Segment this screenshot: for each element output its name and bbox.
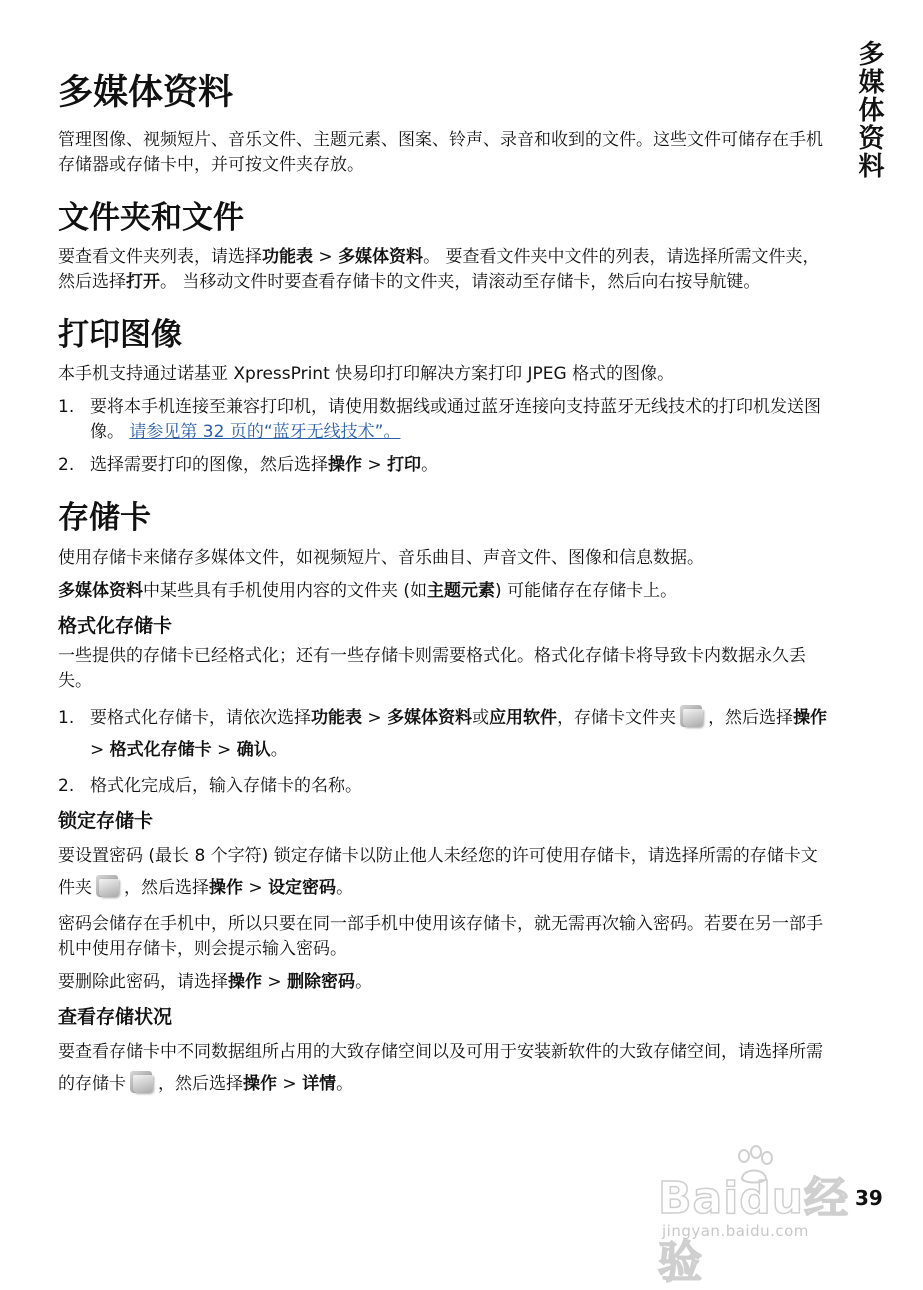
chapter-side-tab: 多媒体资料 (854, 40, 884, 180)
format-steps (58, 702, 828, 799)
card-paragraph-2: 多媒体资料中某些具有手机使用内容的文件夹 (如主题元素) 可能储存在存储卡上。 (58, 580, 678, 601)
print-step-2: 2. 选择需要打印的图像，然后选择操作 > 打印。 (58, 455, 439, 476)
subsection-title-format: 格式化存储卡 (58, 614, 173, 637)
lock-paragraph-1: 要设置密码 (最长 8 个字符) 锁定存储卡以防止他人未经您的许可使用存储卡，请选择所需的存储卡文件夹 ，然后选择操作 > 设定密码。 (58, 845, 818, 898)
section-title-print: 打印图像 (58, 317, 182, 354)
bluetooth-reference-link[interactable]: 请参见第 32 页的“蓝牙无线技术”。 (129, 422, 401, 443)
page-content (58, 72, 828, 1108)
watermark-url: jingyan.baidu.com (662, 1222, 809, 1240)
status-paragraph: 要查看存储卡中不同数据组所占用的大致存储空间以及可用于安装新软件的大致存储空间，请选择所需的存储卡 ，然后选择操作 > 详情。 (58, 1041, 823, 1094)
lock-paragraph-3: 要删除此密码，请选择操作 > 删除密码。 (58, 971, 373, 992)
section-title-folders: 文件夹和文件 (58, 200, 244, 236)
print-step-1: 1. 要将本手机连接至兼容打印机，请使用数据线或通过蓝牙连接向支持蓝牙无线技术的打印机发送图像。 请参见第 32 页的“蓝牙无线技术”。 (58, 397, 821, 443)
memory-card-folder-icon (678, 703, 706, 729)
multimedia-intro: 管理图像、视频短片、音乐文件、主题元素、图案、铃声、录音和收到的文件。这些文件可储存在手机存储器或存储卡中，并可按文件夹存放。 (58, 130, 823, 175)
print-steps (58, 395, 828, 478)
section-title-multimedia: 多媒体资料 (58, 73, 234, 113)
card-paragraph-1: 使用存储卡来储存多媒体文件，如视频短片、音乐曲目、声音文件、图像和信息数据。 (58, 547, 704, 568)
memory-card-folder-icon (94, 873, 122, 899)
print-intro: 本手机支持通过诺基亚 XpressPrint 快易印打印解决方案打印 JPEG 格式的图像。 (58, 364, 675, 385)
format-step-2: 2. 格式化完成后，输入存储卡的名称。 (58, 776, 362, 797)
folders-paragraph: 要查看文件夹列表，请选择功能表 > 多媒体资料。 要查看文件夹中文件的列表，请选择所需文件夹，然后选择打开。 当移动文件时要查看存储卡的文件夹，请滚动至存储卡，然后向右按导航键。 (58, 247, 820, 293)
lock-paragraph-2: 密码会储存在手机中，所以只要在同一部手机中使用该存储卡，就无需再次输入密码。若要在另一部手机中使用存储卡，则会提示输入密码。 (58, 913, 823, 959)
memory-card-folder-icon (128, 1069, 156, 1095)
subsection-title-status: 查看存储状况 (58, 1005, 173, 1028)
subsection-title-lock: 锁定存储卡 (58, 810, 154, 833)
section-title-memory-card: 存储卡 (58, 500, 151, 537)
baidu-watermark (640, 1140, 880, 1288)
format-paragraph: 一些提供的存储卡已经格式化；还有一些存储卡则需要格式化。格式化存储卡将导致卡内数据永久丢失。 (58, 646, 806, 692)
format-step-1: 1. 要格式化存储卡，请依次选择功能表 > 多媒体资料或应用软件，存储卡文件夹 ，然后选择操作 > 格式化存储卡 > 确认。 (58, 702, 828, 766)
watermark-brand: Baidu经验 (658, 1173, 850, 1288)
page-number: 39 (855, 1186, 883, 1210)
